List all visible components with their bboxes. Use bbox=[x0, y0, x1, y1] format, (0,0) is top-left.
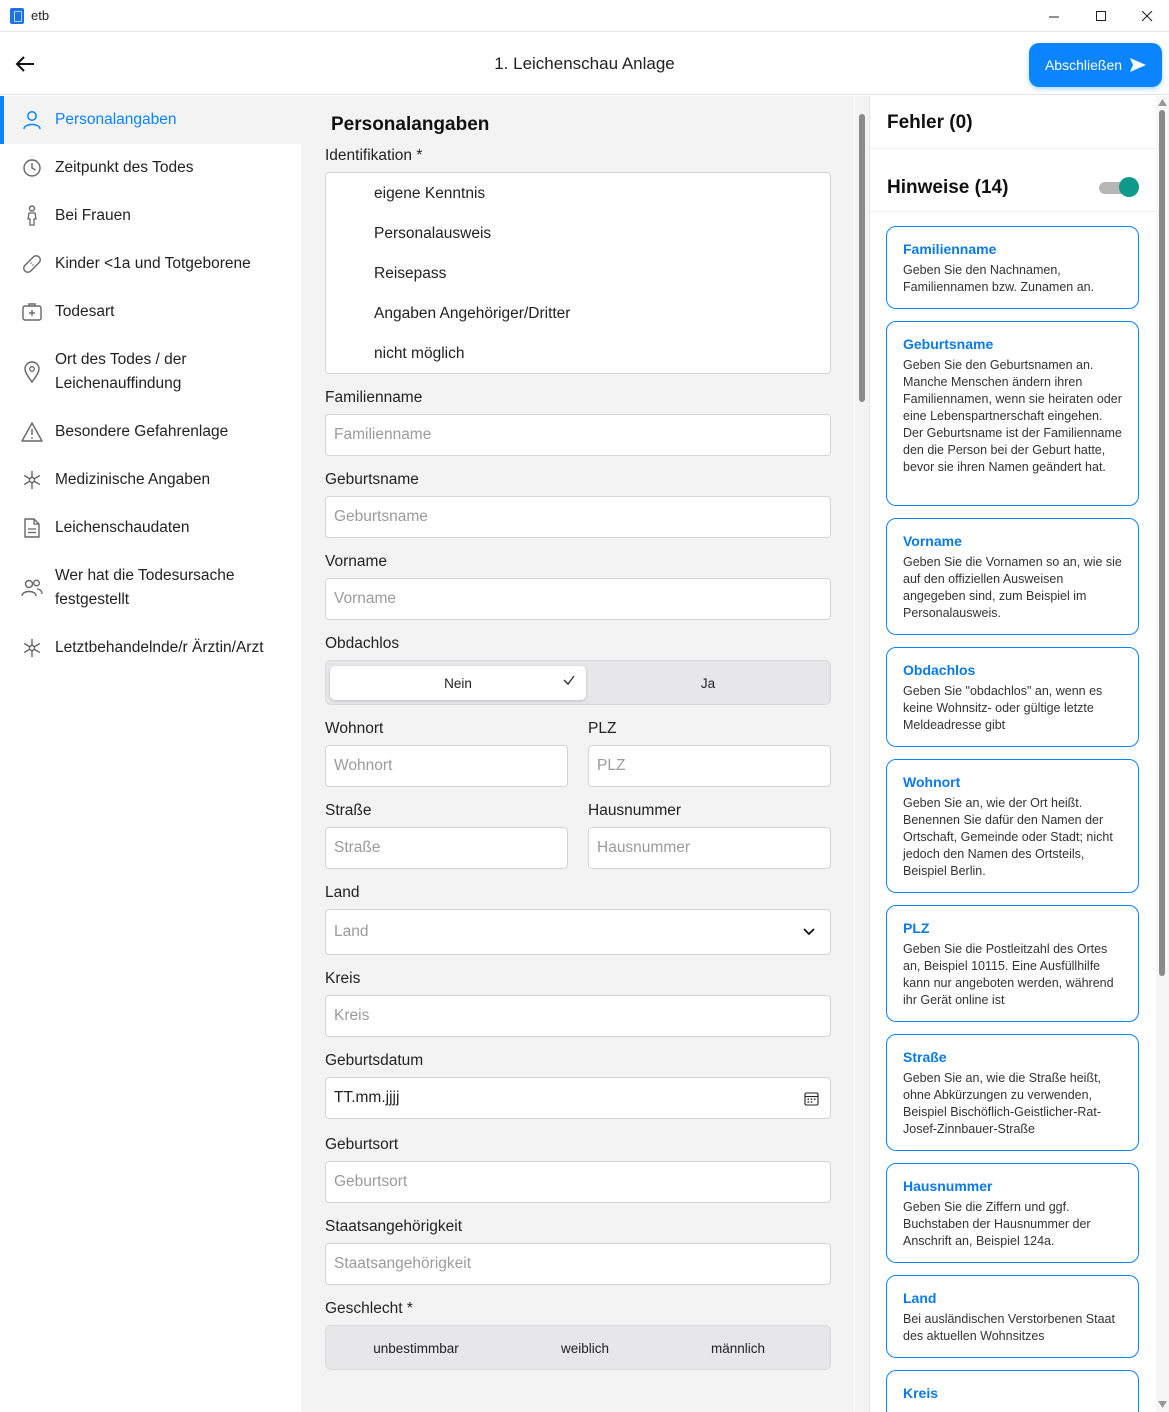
people-icon bbox=[21, 577, 43, 599]
obdachlos-segmented-control bbox=[325, 660, 831, 705]
hint-title: Vorname bbox=[903, 533, 962, 549]
maximize-icon bbox=[1096, 11, 1107, 22]
hint-text: Geben Sie die Vornamen so an, wie sie auf den offiziellen Ausweisen angegeben sind, zum Beispiel im Personalausweis. bbox=[903, 555, 1122, 620]
sidebar-item-ort-des-todes[interactable] bbox=[0, 336, 301, 408]
identifikation-option[interactable]: Reisepass bbox=[374, 265, 447, 282]
window-titlebar bbox=[0, 0, 1169, 32]
kreis-input[interactable]: Kreis bbox=[325, 995, 831, 1037]
plz-input[interactable]: PLZ bbox=[588, 745, 831, 787]
close-icon bbox=[1142, 11, 1153, 22]
app-icon bbox=[10, 8, 24, 24]
divider bbox=[869, 211, 1156, 212]
sidebar-nav bbox=[0, 96, 301, 1412]
page-header bbox=[0, 33, 1169, 95]
maximize-button[interactable] bbox=[1078, 0, 1124, 32]
hints-toggle[interactable] bbox=[1099, 177, 1139, 197]
form-scrollbar-thumb[interactable] bbox=[859, 114, 865, 402]
geschlecht-option-unbestimmbar[interactable]: unbestimmbar bbox=[373, 1340, 459, 1356]
hint-card bbox=[886, 1370, 1139, 1412]
finish-button[interactable] bbox=[1029, 43, 1162, 87]
form-scrollbar[interactable] bbox=[855, 96, 869, 1412]
hint-card bbox=[886, 1034, 1139, 1151]
hint-card bbox=[886, 647, 1139, 747]
finish-button-label: Abschließen bbox=[1044, 57, 1123, 73]
send-icon bbox=[1130, 58, 1146, 72]
identifikation-list bbox=[325, 172, 831, 374]
bandage-icon bbox=[21, 253, 43, 275]
person-icon bbox=[21, 109, 43, 131]
vorname-label: Vorname bbox=[325, 553, 388, 570]
identifikation-option[interactable]: Angaben Angehöriger/Dritter bbox=[374, 305, 571, 322]
geschlecht-segmented-control bbox=[325, 1325, 831, 1370]
scroll-down-arrow-icon[interactable] bbox=[1158, 1401, 1167, 1408]
sidebar-item-medizinische-angaben[interactable] bbox=[0, 456, 301, 504]
land-label: Land bbox=[325, 884, 360, 901]
hint-text: Geben Sie an, wie die Straße heißt, ohne Abkürzungen zu verwenden, Beispiel Bischöflich-Geistlicher-Rat-Josef-Zinnbauer-Straße bbox=[903, 1071, 1102, 1136]
identifikation-option[interactable]: eigene Kenntnis bbox=[374, 185, 486, 202]
hint-text: Geben Sie die Postleitzahl des Ortes an, Beispiel 10115. Eine Ausfüllhilfe kann nur angeboten werden, während ihr Gerät online ist bbox=[903, 942, 1114, 1007]
hint-text: Geben Sie "obdachlos" an, wenn es keine Wohnsitz- oder gültige letzte Meldeadresse gibt bbox=[903, 684, 1103, 732]
clock-icon bbox=[21, 157, 43, 179]
hausnummer-label: Hausnummer bbox=[588, 802, 682, 819]
option-label: Nein bbox=[444, 675, 472, 691]
land-select-value: Land bbox=[334, 923, 369, 940]
hints-title: Hinweise (14) bbox=[887, 177, 1009, 198]
sidebar-item-kinder[interactable] bbox=[0, 240, 301, 288]
sidebar-item-todesart[interactable] bbox=[0, 288, 301, 336]
identifikation-option[interactable]: Personalausweis bbox=[374, 225, 492, 242]
geburtsname-label: Geburtsname bbox=[325, 471, 419, 488]
page-title: 1. Leichenschau Anlage bbox=[494, 54, 675, 73]
geschlecht-label: Geschlecht * bbox=[325, 1300, 413, 1317]
strasse-input[interactable]: Straße bbox=[325, 827, 568, 869]
geschlecht-option-maennlich[interactable]: männlich bbox=[710, 1340, 766, 1356]
sidebar-item-label: Todesart bbox=[55, 303, 115, 320]
hint-text: Geben Sie den Nachnamen, Familiennamen bzw. Zunamen an. bbox=[903, 263, 1095, 294]
vorname-input[interactable]: Vorname bbox=[325, 578, 831, 620]
document-icon bbox=[21, 517, 43, 539]
warning-triangle-icon bbox=[21, 421, 43, 443]
identifikation-option[interactable]: nicht möglich bbox=[374, 345, 465, 362]
sidebar-item-label: Ort des Todes / der Leichenauffindung bbox=[55, 351, 187, 392]
sidebar-item-label: Besondere Gefahrenlage bbox=[55, 423, 229, 440]
location-pin-icon bbox=[21, 361, 43, 383]
medical-case-icon bbox=[21, 301, 43, 323]
hints-scrollbar-thumb[interactable] bbox=[1159, 110, 1165, 976]
geburtsort-label: Geburtsort bbox=[325, 1136, 399, 1153]
sidebar-item-label: Bei Frauen bbox=[55, 207, 131, 224]
hint-title: Straße bbox=[903, 1049, 947, 1065]
sidebar-item-letztbehandelnde[interactable] bbox=[0, 624, 301, 672]
hint-title: Obdachlos bbox=[903, 662, 976, 678]
sidebar-item-bei-frauen[interactable] bbox=[0, 192, 301, 240]
snowflake-medical-icon bbox=[21, 637, 43, 659]
sidebar-item-label: Leichenschaudaten bbox=[55, 519, 190, 536]
sidebar-item-leichenschaudaten[interactable] bbox=[0, 504, 301, 552]
hint-title: Familienname bbox=[903, 241, 997, 257]
geburtsdatum-value: TT.mm.jjjj bbox=[334, 1089, 400, 1106]
hint-title: Kreis bbox=[903, 1385, 939, 1401]
hint-title: Land bbox=[903, 1290, 937, 1306]
geburtsdatum-input[interactable] bbox=[325, 1077, 831, 1119]
sidebar-item-todesursache[interactable] bbox=[0, 552, 301, 624]
section-title: Personalangaben bbox=[331, 114, 490, 135]
option-label: Ja bbox=[700, 675, 716, 691]
divider bbox=[869, 148, 1156, 149]
hint-text: Geben Sie den Geburtsnamen an. Manche Menschen ändern ihren Familiennamen, wenn sie heiraten oder eine Lebenspartnerschaft eingehen. Der Geburtsname ist der Familienname den die Person bei der Geburt hatte, bevor sie ihren Namen geändert hat. bbox=[903, 358, 1122, 474]
hint-card bbox=[886, 1163, 1139, 1263]
hint-card bbox=[886, 759, 1139, 893]
familienname-label: Familienname bbox=[325, 389, 423, 406]
obdachlos-option-nein[interactable] bbox=[330, 666, 586, 700]
geschlecht-option-weiblich[interactable]: weiblich bbox=[560, 1340, 610, 1356]
hint-card bbox=[886, 321, 1139, 506]
land-select[interactable] bbox=[325, 909, 831, 955]
sidebar-item-label: Kinder <1a und Totgeborene bbox=[55, 255, 251, 272]
snowflake-medical-icon bbox=[21, 469, 43, 491]
hint-title: Hausnummer bbox=[903, 1178, 993, 1194]
geburtsdatum-label: Geburtsdatum bbox=[325, 1052, 424, 1069]
hint-card bbox=[886, 226, 1139, 309]
errors-title: Fehler (0) bbox=[887, 112, 973, 133]
pregnant-woman-icon bbox=[21, 205, 43, 227]
minimize-icon bbox=[1049, 11, 1060, 22]
strasse-label: Straße bbox=[325, 802, 372, 819]
sidebar-item-label: Medizinische Angaben bbox=[55, 471, 211, 488]
plz-label: PLZ bbox=[588, 720, 617, 737]
identifikation-label: Identifikation * bbox=[325, 147, 423, 164]
sidebar-item-personalangaben[interactable] bbox=[0, 96, 301, 144]
hint-title: Wohnort bbox=[903, 774, 961, 790]
hint-text: Bei ausländischen Verstorbenen Staat des aktuellen Wohnsitzes bbox=[903, 1312, 1115, 1343]
app-name: etb bbox=[31, 8, 50, 23]
sidebar-item-label: Letztbehandelnde/r Ärztin/Arzt bbox=[55, 639, 264, 656]
sidebar-item-label: Zeitpunkt des Todes bbox=[55, 159, 194, 176]
hint-text: Geben Sie an, wie der Ort heißt. Benennen Sie dafür den Namen der Ortschaft, Gemeinde oder Stadt; nicht jedoch den Namen des Ortsteils, Beispiel Berlin. bbox=[903, 796, 1113, 878]
chevron-down-icon bbox=[802, 927, 816, 937]
geburtsname-input[interactable]: Geburtsname bbox=[325, 496, 831, 538]
hint-text: Geben Sie die Ziffern und ggf. Buchstaben der Hausnummer der Anschrift an, Beispiel 124a. bbox=[903, 1200, 1091, 1248]
obdachlos-label: Obdachlos bbox=[325, 635, 400, 652]
minimize-button[interactable] bbox=[1031, 0, 1077, 32]
staatsangehoerigkeit-input[interactable]: Staatsangehörigkeit bbox=[325, 1243, 831, 1285]
hint-card bbox=[886, 905, 1139, 1022]
checkmark-icon bbox=[562, 673, 576, 687]
close-button[interactable] bbox=[1124, 0, 1169, 32]
calendar-icon[interactable] bbox=[804, 1091, 819, 1106]
hint-card bbox=[886, 518, 1139, 635]
sidebar-item-label: Personalangaben bbox=[55, 111, 177, 128]
hausnummer-input[interactable]: Hausnummer bbox=[588, 827, 831, 869]
geburtsort-input[interactable]: Geburtsort bbox=[325, 1161, 831, 1203]
sidebar-item-gefahrenlage[interactable] bbox=[0, 408, 301, 456]
hint-title: Geburtsname bbox=[903, 336, 994, 352]
wohnort-input[interactable]: Wohnort bbox=[325, 745, 568, 787]
scroll-up-arrow-icon[interactable] bbox=[1158, 99, 1167, 106]
obdachlos-option-ja[interactable] bbox=[590, 666, 826, 700]
toggle-knob bbox=[1119, 177, 1139, 197]
hint-title: PLZ bbox=[903, 920, 930, 936]
familienname-input[interactable]: Familienname bbox=[325, 414, 831, 456]
sidebar-item-zeitpunkt[interactable] bbox=[0, 144, 301, 192]
kreis-label: Kreis bbox=[325, 970, 361, 987]
staatsangehoerigkeit-label: Staatsangehörigkeit bbox=[325, 1218, 463, 1235]
hints-scrollbar[interactable] bbox=[1156, 96, 1169, 1412]
wohnort-label: Wohnort bbox=[325, 720, 384, 737]
hint-card bbox=[886, 1275, 1139, 1358]
sidebar-item-label: Wer hat die Todesursache festgestellt bbox=[55, 567, 235, 608]
